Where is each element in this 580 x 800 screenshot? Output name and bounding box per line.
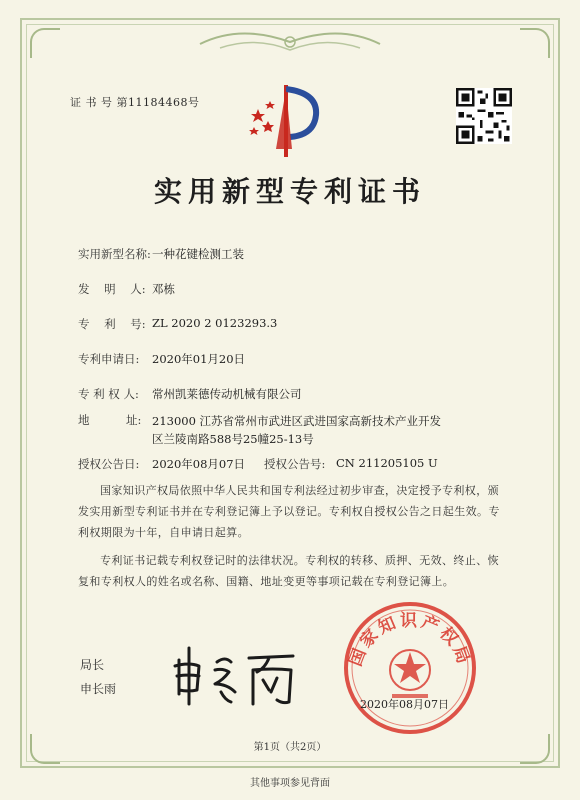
field-label: 专 利 权 人: <box>78 387 139 401</box>
field-label: 专利申请日: <box>78 352 140 366</box>
field-utility-model-name <box>78 246 244 262</box>
corner-ornament-top-left <box>30 28 60 58</box>
grant-statement-paragraph: 国家知识产权局依照中华人民共和国专利法经过初步审查，决定授予专利权，颁发实用新型专利证书并在专利登记簿上予以登记。专利权自授权公告之日起生效。专利权期限为十年，自申请日起算。 <box>78 484 500 539</box>
signatory-title: 局长 <box>80 658 105 672</box>
field-inventor <box>78 281 175 297</box>
field-label: 地 址: <box>78 413 142 427</box>
field-value: 邓栋 <box>152 282 175 296</box>
field-label: 实用新型名称: <box>78 247 151 261</box>
certificate-number <box>70 94 200 110</box>
field-label: 授权公告日: <box>78 457 140 471</box>
field-application-date <box>78 351 245 367</box>
field-value: 2020年01月20日 <box>152 352 246 366</box>
official-seal-icon <box>340 598 480 738</box>
field-grant-announcement <box>78 456 438 472</box>
certificate-number-value: 第11184468号 <box>116 96 200 109</box>
field-value: 2020年08月07日 <box>152 457 246 471</box>
field-label: 发 明 人: <box>78 282 146 296</box>
field-value: 一种花键检测工装 <box>152 247 244 261</box>
field-value: 常州凯莱德传动机械有限公司 <box>152 387 302 401</box>
field-label: 专 利 号: <box>78 317 146 331</box>
legal-status-paragraph: 专利证书记载专利权登记时的法律状况。专利权的转移、质押、无效、终止、恢复和专利权人的姓名或名称、国籍、地址变更等事项记载在专利登记簿上。 <box>78 554 499 588</box>
announcement-number-value: CN 211205105 U <box>336 456 438 470</box>
announcement-number-label: 授权公告号: <box>264 457 326 471</box>
certificate-number-label: 证 书 号 <box>70 96 113 109</box>
footer-note: 其他事项参见背面 <box>250 778 330 789</box>
field-value: ZL 2020 2 0123293.3 <box>152 316 278 330</box>
page-number: 第1页（共2页） <box>253 742 327 753</box>
signatory-name: 申长雨 <box>80 682 117 696</box>
patent-office-logo-icon <box>240 75 330 165</box>
top-ornament-icon <box>190 24 390 58</box>
handwritten-signature <box>165 640 305 710</box>
field-patentee <box>78 386 302 402</box>
field-patent-number <box>78 316 277 332</box>
qr-code-icon <box>456 88 512 144</box>
corner-ornament-top-right <box>520 28 550 58</box>
field-value: 213000 江苏省常州市武进区武进国家高新技术产业开发区兰陵南路588号25幢25-13号 <box>152 414 442 446</box>
field-address <box>78 412 452 448</box>
seal-date: 2020年08月07日 <box>360 698 449 711</box>
seal-text: 国家知识产权局 <box>345 610 475 670</box>
certificate-title: 实用新型专利证书 <box>153 175 426 208</box>
